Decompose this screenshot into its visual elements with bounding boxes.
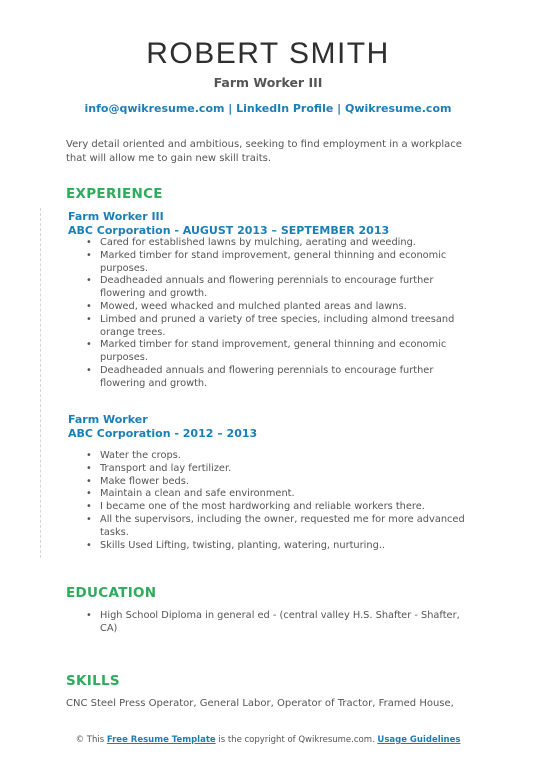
footer-copyright: is the copyright of Qwikresume.com. [218,735,375,745]
summary-text: Very detail oriented and ambitious, seeking to find employment in a workplace that will allow me to gain new skill traits. [66,139,462,164]
list-item: • I became one of the most hardworking and reliable workers there. [100,501,468,514]
skills-text: CNC Steel Press Operator, General Labor, Operator of Tractor, Framed House, [66,698,454,709]
list-item: • Skills Used Lifting, twisting, planting, watering, nurturing.. [100,540,468,553]
free-resume-template-link[interactable]: Free Resume Template [106,735,216,745]
job-company-dates: ABC Corporation - AUGUST 2013 – SEPTEMBER 2013 [68,224,390,237]
job-bullets [68,450,468,552]
education-bullets [68,610,468,636]
list-item: • Deadheaded annuals and flowering perennials to encourage further flowering and growth. [100,275,468,301]
candidate-title: Farm Worker III [213,75,323,90]
list-item: • Cared for established lawns by mulching, aerating and weeding. [100,237,468,250]
job-entry [68,413,468,552]
list-item: • All the supervisors, including the owner, requested me for more advanced tasks. [100,514,468,540]
skills-heading: SKILLS [66,673,120,689]
contact-line[interactable]: info@qwikresume.com | LinkedIn Profile | Qwikresume.com [84,102,452,115]
experience-heading: EXPERIENCE [66,186,163,202]
candidate-name: ROBERT SMITH [146,37,390,70]
education-heading: EDUCATION [66,585,157,601]
footer-prefix: © This [75,735,105,745]
resume-header [0,0,536,115]
list-item: • Make flower beds. [100,476,468,489]
job-company-dates: ABC Corporation - 2012 – 2013 [68,427,258,440]
timeline-divider [40,208,41,558]
job-entry [68,210,468,391]
job-title: Farm Worker III [68,210,164,223]
footer [0,735,536,745]
list-item: • Deadheaded annuals and flowering perennials to encourage further flowering and growth. [100,365,468,391]
usage-guidelines-link[interactable]: Usage Guidelines [377,735,461,745]
list-item: • Water the crops. [100,450,468,463]
list-item: • Transport and lay fertilizer. [100,463,468,476]
job-title: Farm Worker [68,413,148,426]
job-bullets [68,237,468,391]
list-item: • Limbed and pruned a variety of tree species, including almond treesand orange trees. [100,314,468,340]
list-item: • Mowed, weed whacked and mulched planted areas and lawns. [100,301,468,314]
list-item: • Maintain a clean and safe environment. [100,488,468,501]
list-item: • Marked timber for stand improvement, general thinning and economic purposes. [100,339,468,365]
list-item: • High School Diploma in general ed - (central valley H.S. Shafter - Shafter, CA) [100,610,468,636]
list-item: • Marked timber for stand improvement, general thinning and economic purposes. [100,250,468,276]
education-entry [68,610,468,636]
